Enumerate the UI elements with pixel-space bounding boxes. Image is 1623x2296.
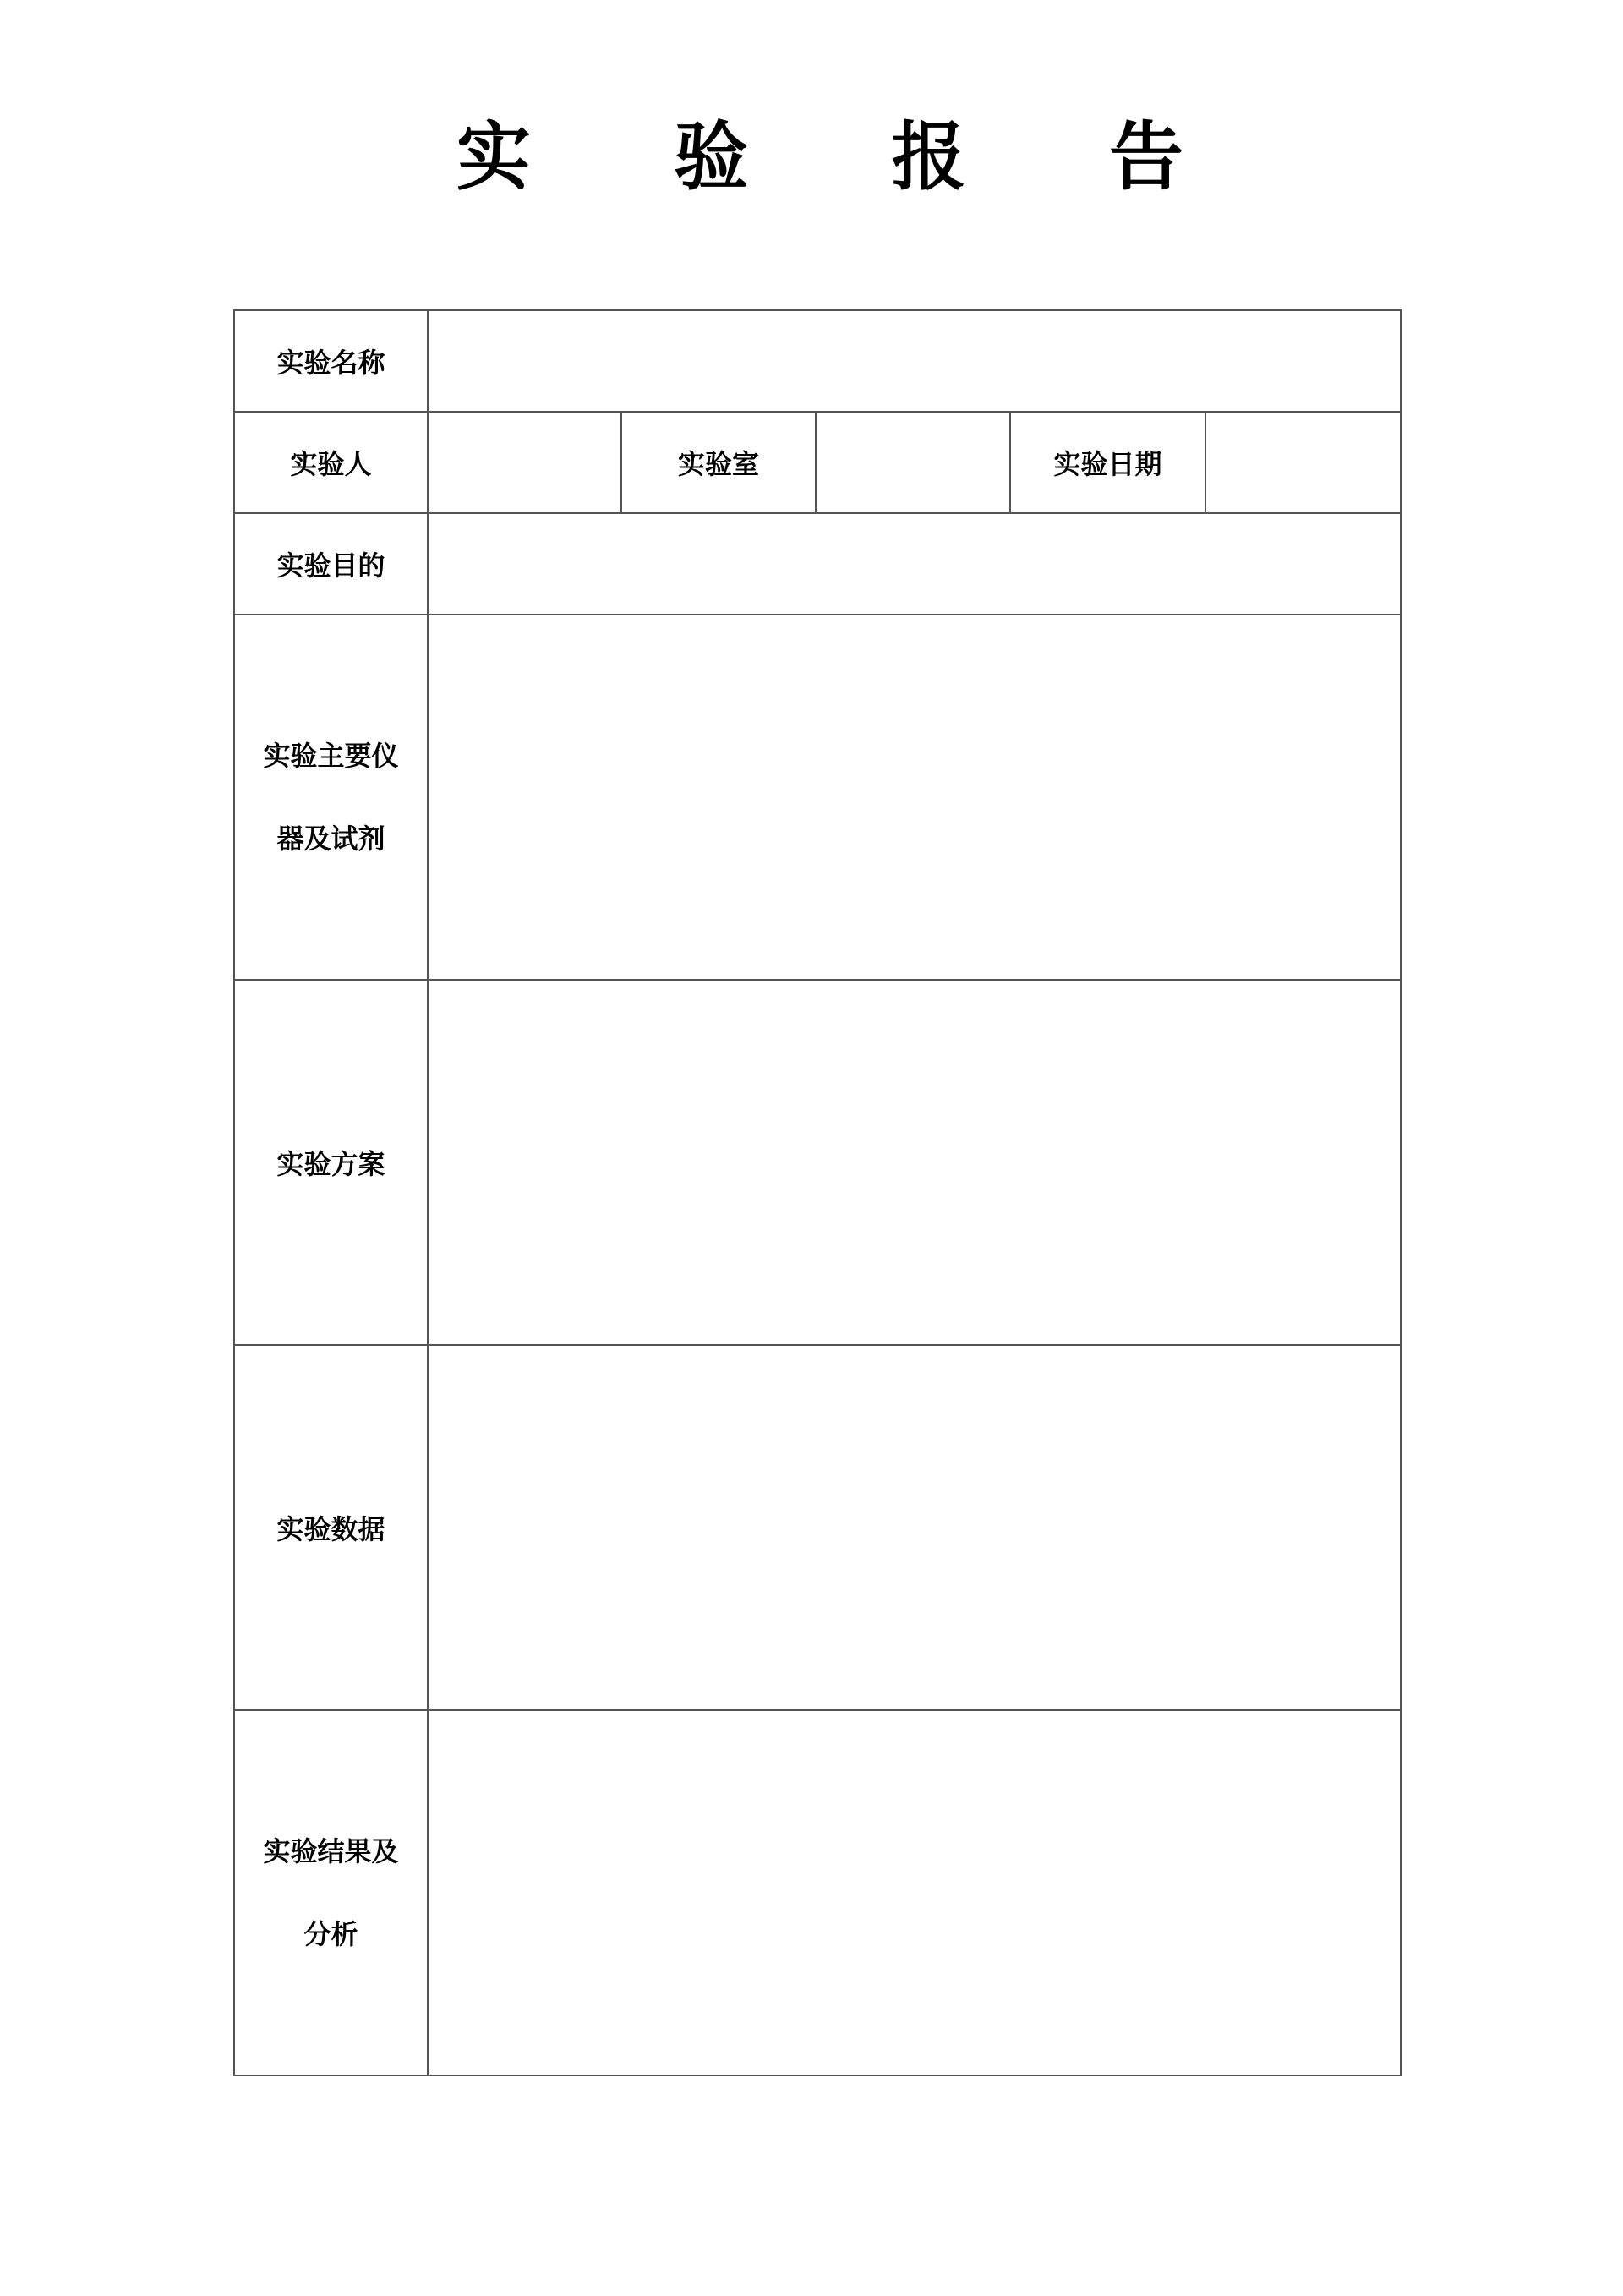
plan-field[interactable] [428,980,1401,1345]
report-form-table [233,309,1402,2076]
experimenter-field[interactable] [428,412,621,513]
experiment-date-field[interactable] [1205,412,1401,513]
data-field[interactable] [428,1345,1401,1710]
title-char-3: 报 [891,112,966,200]
experimenter-label: 实验人 [234,412,428,513]
data-label: 实验数据 [234,1345,428,1710]
title-char-2: 验 [674,112,749,200]
row-data [234,1345,1401,1710]
experiment-date-label: 实验日期 [1010,412,1205,513]
row-experimenter [234,412,1401,513]
results-field[interactable] [428,1710,1401,2075]
page-title [456,110,1183,203]
title-char-1: 实 [456,112,532,200]
results-label-line-2: 分析 [303,1918,358,1950]
experiment-name-field[interactable] [428,310,1401,412]
results-label [234,1710,428,2075]
plan-label: 实验方案 [234,980,428,1345]
instruments-label [234,615,428,980]
laboratory-label: 实验室 [621,412,816,513]
experiment-name-label: 实验名称 [234,310,428,412]
instruments-label-line-1: 实验主要仪 [263,740,399,772]
row-experiment-name [234,310,1401,412]
row-instruments [234,615,1401,980]
purpose-field[interactable] [428,513,1401,615]
instruments-label-line-2: 器及试剂 [276,823,385,855]
row-results [234,1710,1401,2075]
laboratory-field[interactable] [816,412,1010,513]
row-purpose [234,513,1401,615]
title-char-4: 告 [1108,112,1183,200]
results-label-line-1: 实验结果及 [263,1835,399,1867]
instruments-field[interactable] [428,615,1401,980]
row-plan [234,980,1401,1345]
purpose-label: 实验目的 [234,513,428,615]
